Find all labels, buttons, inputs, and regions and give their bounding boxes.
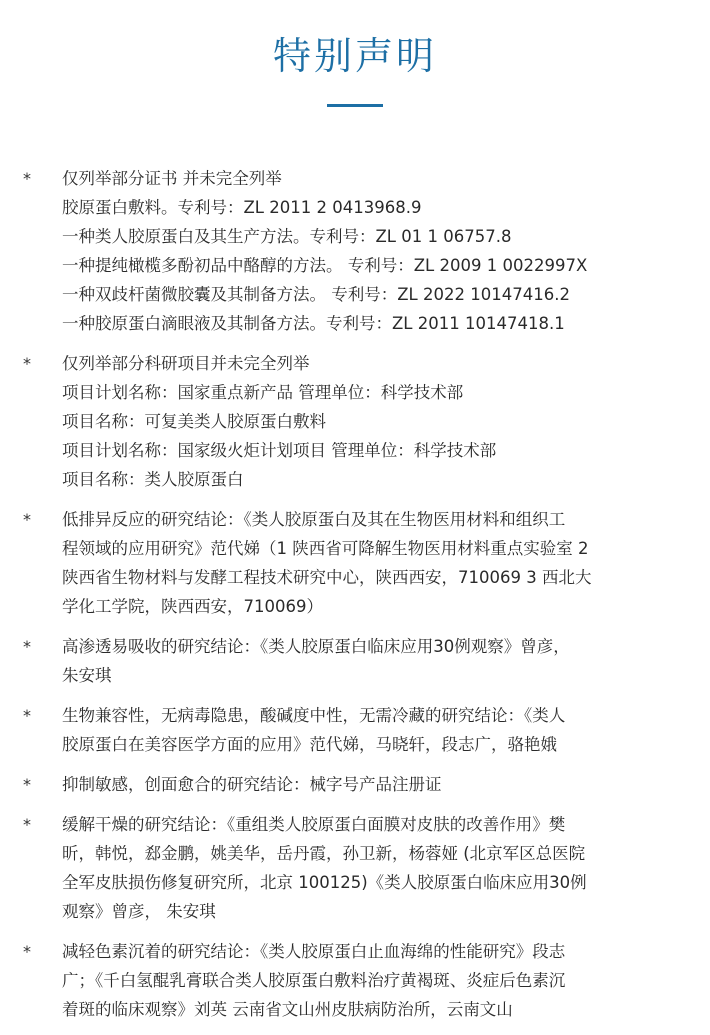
statement-text	[62, 164, 690, 338]
statement-line: 低排异反应的研究结论：《类人胶原蛋白及其在生物医用材料和组织工	[62, 510, 566, 529]
statement-line: 项目计划名称：国家级火炬计划项目 管理单位：科学技术部	[62, 441, 497, 460]
bullet-marker: *	[23, 775, 31, 794]
statement-text	[62, 505, 690, 621]
bullet-marker: *	[23, 815, 31, 834]
statement-item	[0, 349, 710, 494]
statement-item	[0, 810, 710, 926]
bullet-marker: *	[23, 354, 31, 373]
statement-line: 一种双歧杆菌微胶囊及其制备方法。 专利号：ZL 2022 10147416.2	[62, 285, 570, 304]
statement-line: 胶原蛋白在美容医学方面的应用》范代娣，马晓轩，段志广，骆艳娥	[62, 735, 557, 754]
statement-line: 程领域的应用研究》范代娣（1 陕西省可降解生物医用材料重点实验室 2	[62, 539, 589, 558]
statement-item	[0, 164, 710, 338]
statement-line: 胶原蛋白敷料。专利号：ZL 2011 2 0413968.9	[62, 198, 422, 217]
statement-item	[0, 505, 710, 621]
statement-item	[0, 632, 710, 690]
statement-line: 高渗透易吸收的研究结论：《类人胶原蛋白临床应用30例观察》曾彦，	[62, 637, 570, 656]
statement-item	[0, 701, 710, 759]
title-underline	[327, 104, 383, 107]
statement-line: 全军皮肤损伤修复研究所，北京 100125)《类人胶原蛋白临床应用30例	[62, 873, 587, 892]
statement-line: 项目名称：可复美类人胶原蛋白敷料	[62, 412, 326, 431]
statement-line: 学化工学院，陕西西安，710069）	[62, 597, 323, 616]
statement-text	[62, 349, 690, 494]
statement-item	[0, 770, 710, 799]
statement-line: 广；《千白氢醌乳膏联合类人胶原蛋白敷料治疗黄褐斑、炎症后色素沉	[62, 971, 566, 990]
bullet-marker: *	[23, 706, 31, 725]
statement-text	[62, 810, 690, 926]
bullet-marker: *	[23, 510, 31, 529]
statement-text	[62, 937, 690, 1024]
statement-text	[62, 701, 690, 759]
statement-line: 一种胶原蛋白滴眼液及其制备方法。专利号：ZL 2011 10147418.1	[62, 314, 565, 333]
bullet-marker: *	[23, 637, 31, 656]
statement-line: 抑制敏感，创面愈合的研究结论：械字号产品注册证	[62, 775, 442, 794]
statement-item	[0, 937, 710, 1024]
statement-line: 陕西省生物材料与发酵工程技术研究中心，陕西西安，710069 3 西北大	[62, 568, 592, 587]
statement-line: 观察》曾彦， 朱安琪	[62, 902, 216, 921]
statement-list	[0, 164, 710, 1035]
statement-text	[62, 770, 690, 799]
statement-line: 朱安琪	[62, 666, 112, 685]
statement-line: 项目计划名称：国家重点新产品 管理单位：科学技术部	[62, 383, 464, 402]
statement-line: 缓解干燥的研究结论：《重组类人胶原蛋白面膜对皮肤的改善作用》樊	[62, 815, 566, 834]
statement-line: 着斑的临床观察》刘英 云南省文山州皮肤病防治所，云南文山	[62, 1000, 513, 1019]
statement-text	[62, 632, 690, 690]
statement-line: 减轻色素沉着的研究结论：《类人胶原蛋白止血海绵的性能研究》段志	[62, 942, 566, 961]
statement-line: 一种提纯橄榄多酚初品中酪醇的方法。 专利号：ZL 2009 1 0022997X	[62, 256, 588, 275]
statement-line: 昕，韩悦，郄金鹏，姚美华，岳丹霞，孙卫新，杨蓉娅 (北京军区总医院	[62, 844, 586, 863]
page-title: 特别声明	[272, 34, 437, 78]
statement-line: 一种类人胶原蛋白及其生产方法。专利号：ZL 01 1 06757.8	[62, 227, 512, 246]
statement-line: 项目名称：类人胶原蛋白	[62, 470, 244, 489]
statement-line: 生物兼容性，无病毒隐患，酸碱度中性，无需冷藏的研究结论：《类人	[62, 706, 566, 725]
bullet-marker: *	[23, 169, 31, 188]
statement-line: 仅列举部分证书 并未完全列举	[62, 169, 282, 188]
statement-line: 仅列举部分科研项目并未完全列举	[62, 354, 310, 373]
bullet-marker: *	[23, 942, 31, 961]
